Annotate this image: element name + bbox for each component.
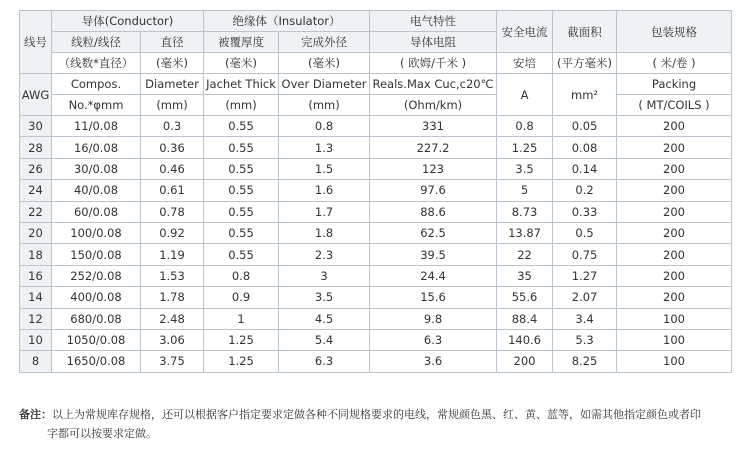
resistance-unit: ( 欧姆/千米 ) [370, 53, 497, 74]
resistance-en-unit: (Ohm/km) [370, 95, 497, 116]
awg-cell: 30 [20, 116, 52, 137]
section-cell: 0.33 [553, 201, 617, 222]
section-cell: 0.05 [553, 116, 617, 137]
thickness-cell: 0.55 [204, 116, 279, 137]
section-area-header: 截面积 [553, 11, 617, 53]
resistance-cell: 9.8 [370, 308, 497, 329]
diameter-header: 直径 [141, 32, 204, 53]
diameter-cell: 1.19 [141, 244, 204, 265]
awg-cell: 14 [20, 287, 52, 308]
remark-label: 备注： [19, 408, 52, 421]
section-unit: (平方毫米) [553, 53, 617, 74]
diameter-cell: 1.53 [141, 265, 204, 286]
thickness-header: 被覆厚度 [204, 32, 279, 53]
compos-cell: 100/0.08 [52, 222, 141, 243]
awg-cell: 20 [20, 222, 52, 243]
thickness-en-header: Jachet Thick [204, 74, 279, 95]
resistance-cell: 62.5 [370, 222, 497, 243]
current-cell: 22 [497, 244, 553, 265]
compos-cell: 400/0.08 [52, 287, 141, 308]
awg-cell: 10 [20, 329, 52, 350]
outer-diameter-cell: 2.3 [279, 244, 370, 265]
compos-cell: 1650/0.08 [52, 351, 141, 372]
insulator-header: 绝缘体（Insulator） [204, 11, 370, 32]
current-cell: 0.8 [497, 116, 553, 137]
diameter-en-header: Diameter [141, 74, 204, 95]
header-row-1 [20, 11, 732, 32]
current-cell: 3.5 [497, 158, 553, 179]
diameter-cell: 0.3 [141, 116, 204, 137]
compos-cell: 680/0.08 [52, 308, 141, 329]
current-unit: 安培 [497, 53, 553, 74]
awg-cell: 24 [20, 180, 52, 201]
resistance-cell: 3.6 [370, 351, 497, 372]
remark-line-2: 字都可以按要求定做。 [47, 427, 157, 440]
table-row [20, 158, 732, 179]
outer-en-header: Over Diameter [279, 74, 370, 95]
awg-cell: 16 [20, 265, 52, 286]
diameter-cell: 3.06 [141, 329, 204, 350]
outer-diameter-cell: 0.8 [279, 116, 370, 137]
diameter-unit: (毫米) [141, 53, 204, 74]
resistance-cell: 97.6 [370, 180, 497, 201]
compos-cell: 30/0.08 [52, 158, 141, 179]
diameter-en-unit: (mm) [141, 95, 204, 116]
diameter-cell: 3.75 [141, 351, 204, 372]
current-cell: 35 [497, 265, 553, 286]
thickness-cell: 1.25 [204, 329, 279, 350]
wire-spec-table [19, 10, 732, 373]
strand-header: 线粒/线径 [52, 32, 141, 53]
diameter-cell: 0.61 [141, 180, 204, 201]
outer-diameter-cell: 6.3 [279, 351, 370, 372]
resistance-cell: 227.2 [370, 137, 497, 158]
packing-cell: 200 [617, 201, 732, 222]
awg-cell: 8 [20, 351, 52, 372]
compos-cell: 16/0.08 [52, 137, 141, 158]
header-row-4 [20, 74, 732, 95]
compos-cell: 1050/0.08 [52, 329, 141, 350]
header-row-5 [20, 95, 732, 116]
resistance-cell: 15.6 [370, 287, 497, 308]
outer-diameter-unit: (毫米) [279, 53, 370, 74]
packing-cell: 100 [617, 308, 732, 329]
table-row [20, 222, 732, 243]
awg-header: AWG [20, 74, 52, 116]
section-cell: 2.07 [553, 287, 617, 308]
packing-cell: 200 [617, 287, 732, 308]
resistance-en-header: Reals.Max Cuc,c20℃ [370, 74, 497, 95]
packing-en-unit: ( MT/COILS ) [617, 95, 732, 116]
section-cell: 0.2 [553, 180, 617, 201]
current-en-header: A [497, 74, 553, 116]
packing-header: 包装规格 [617, 11, 732, 53]
awg-cell: 18 [20, 244, 52, 265]
resistance-cell: 39.5 [370, 244, 497, 265]
resistance-cell: 6.3 [370, 329, 497, 350]
strand-unit: （线数*直径） [52, 53, 141, 74]
section-cell: 5.3 [553, 329, 617, 350]
remark-line-1: 以上为常规库存规格，还可以根据客户指定要求定做各种不同规格要求的电线，常规颜色黑、红、黄、蓝等，如需其他指定颜色或者印 [52, 408, 701, 421]
table-row [20, 308, 732, 329]
thickness-unit: (毫米) [204, 53, 279, 74]
thickness-en-unit: (mm) [204, 95, 279, 116]
diameter-cell: 0.46 [141, 158, 204, 179]
table-row [20, 265, 732, 286]
header-row-3 [20, 53, 732, 74]
current-cell: 8.73 [497, 201, 553, 222]
packing-cell: 200 [617, 265, 732, 286]
outer-en-unit: (mm) [279, 95, 370, 116]
compos-header: Compos. [52, 74, 141, 95]
resistance-cell: 24.4 [370, 265, 497, 286]
thickness-cell: 1.25 [204, 351, 279, 372]
table-row [20, 244, 732, 265]
thickness-cell: 0.55 [204, 137, 279, 158]
packing-unit: ( 米/卷 ) [617, 53, 732, 74]
table-row [20, 180, 732, 201]
resistance-cell: 123 [370, 158, 497, 179]
outer-diameter-cell: 1.7 [279, 201, 370, 222]
diameter-cell: 0.92 [141, 222, 204, 243]
data-body [20, 116, 732, 373]
packing-en-header: Packing [617, 74, 732, 95]
packing-cell: 200 [617, 137, 732, 158]
thickness-cell: 0.55 [204, 180, 279, 201]
line-no-header: 线号 [20, 11, 52, 74]
thickness-cell: 0.8 [204, 265, 279, 286]
diameter-cell: 2.48 [141, 308, 204, 329]
current-cell: 88.4 [497, 308, 553, 329]
compos-cell: 60/0.08 [52, 201, 141, 222]
remark-note [19, 405, 737, 443]
packing-cell: 200 [617, 158, 732, 179]
section-cell: 1.27 [553, 265, 617, 286]
resistance-cell: 88.6 [370, 201, 497, 222]
outer-diameter-header: 完成外径 [279, 32, 370, 53]
compos-cell: 150/0.08 [52, 244, 141, 265]
current-cell: 55.6 [497, 287, 553, 308]
packing-cell: 200 [617, 222, 732, 243]
awg-cell: 12 [20, 308, 52, 329]
section-en-header: mm² [553, 74, 617, 116]
packing-cell: 100 [617, 329, 732, 350]
section-cell: 0.14 [553, 158, 617, 179]
thickness-cell: 0.9 [204, 287, 279, 308]
diameter-cell: 0.78 [141, 201, 204, 222]
section-cell: 0.08 [553, 137, 617, 158]
section-cell: 0.5 [553, 222, 617, 243]
thickness-cell: 0.55 [204, 158, 279, 179]
safe-current-header: 安全电流 [497, 11, 553, 53]
table-row [20, 329, 732, 350]
compos-cell: 11/0.08 [52, 116, 141, 137]
section-cell: 0.75 [553, 244, 617, 265]
packing-cell: 200 [617, 116, 732, 137]
packing-cell: 200 [617, 244, 732, 265]
table-row [20, 287, 732, 308]
current-cell: 200 [497, 351, 553, 372]
resistance-header: 导体电阻 [370, 32, 497, 53]
thickness-cell: 0.55 [204, 222, 279, 243]
diameter-cell: 0.36 [141, 137, 204, 158]
packing-cell: 200 [617, 180, 732, 201]
compos-cell: 252/0.08 [52, 265, 141, 286]
outer-diameter-cell: 1.3 [279, 137, 370, 158]
outer-diameter-cell: 4.5 [279, 308, 370, 329]
awg-cell: 26 [20, 158, 52, 179]
awg-cell: 28 [20, 137, 52, 158]
thickness-cell: 0.55 [204, 244, 279, 265]
thickness-cell: 0.55 [204, 201, 279, 222]
thickness-cell: 1 [204, 308, 279, 329]
table-row [20, 201, 732, 222]
section-cell: 8.25 [553, 351, 617, 372]
current-cell: 140.6 [497, 329, 553, 350]
outer-diameter-cell: 1.6 [279, 180, 370, 201]
table-row [20, 137, 732, 158]
section-cell: 3.4 [553, 308, 617, 329]
current-cell: 13.87 [497, 222, 553, 243]
compos-cell: 40/0.08 [52, 180, 141, 201]
packing-cell: 100 [617, 351, 732, 372]
outer-diameter-cell: 3.5 [279, 287, 370, 308]
diameter-cell: 1.78 [141, 287, 204, 308]
current-cell: 5 [497, 180, 553, 201]
resistance-cell: 331 [370, 116, 497, 137]
conductor-header: 导体(Conductor) [52, 11, 204, 32]
table-row [20, 351, 732, 372]
electrical-header: 电气特性 [370, 11, 497, 32]
outer-diameter-cell: 3 [279, 265, 370, 286]
outer-diameter-cell: 1.8 [279, 222, 370, 243]
table-row [20, 116, 732, 137]
outer-diameter-cell: 1.5 [279, 158, 370, 179]
outer-diameter-cell: 5.4 [279, 329, 370, 350]
current-cell: 1.25 [497, 137, 553, 158]
awg-cell: 22 [20, 201, 52, 222]
compos-en-unit: No.*φmm [52, 95, 141, 116]
